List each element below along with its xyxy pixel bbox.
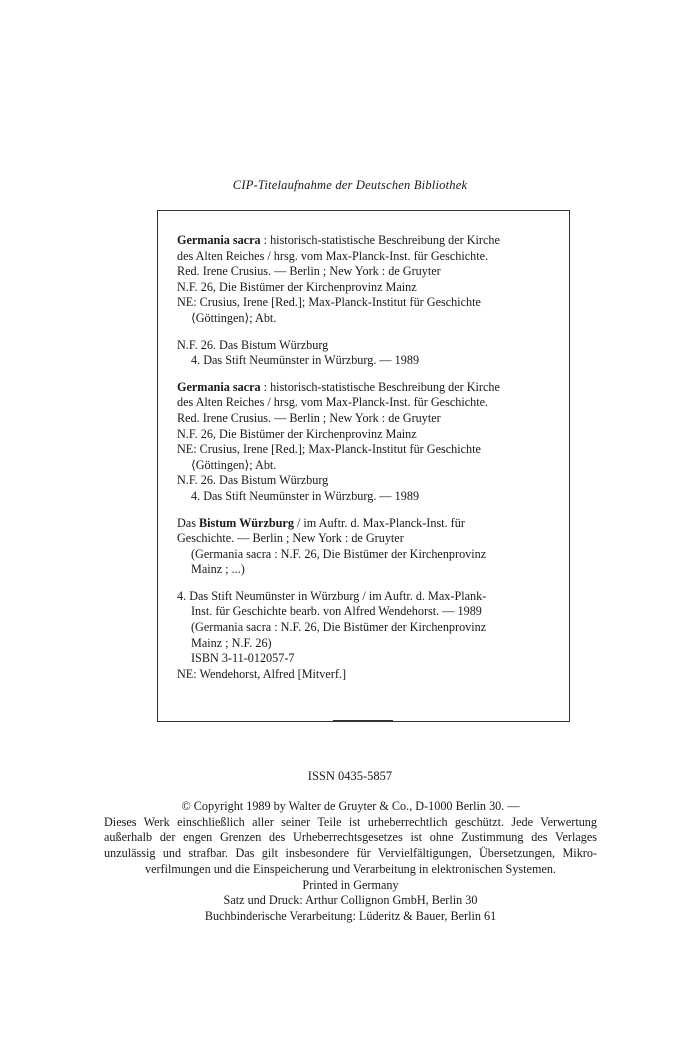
entry-pre: Das — [177, 515, 200, 530]
entry-series: N.F. 26, Die Bistümer der Kirchenprovinz Mainz — [177, 279, 417, 294]
cip-entry-1 — [177, 233, 553, 327]
entry-line: des Alten Reiches / hrsg. vom Max-Planck-Inst. für Geschichte. — [177, 395, 489, 410]
entry-subtitle: / im Auftr. d. Max-Planck-Inst. für — [293, 515, 465, 530]
entry-line: Geschichte. — Berlin ; New York : de Gruyter — [177, 531, 404, 546]
entry-ne-cont: ⟨Göttingen⟩; Abt. — [191, 457, 277, 472]
entry-series: N.F. 26. Das Bistum Würzburg — [177, 337, 329, 352]
entry-title-line — [177, 516, 553, 532]
cip-entry-5 — [177, 589, 553, 683]
entry-series: N.F. 26. Das Bistum Würzburg — [177, 473, 329, 488]
entry-series-cont: Mainz ; ...) — [191, 562, 245, 577]
imprint — [104, 799, 597, 925]
entry-volume: 4. Das Stift Neumünster in Würzburg. — 1989 — [191, 353, 420, 368]
box-bottom-mark — [333, 720, 393, 722]
rights-line: außerhalb der engen Grenzen des Urheberrechtsgesetzes ist ohne Zustimmung des Verlages — [104, 830, 597, 845]
printer: Satz und Druck: Arthur Collignon GmbH, Berlin 30 — [223, 893, 478, 908]
entry-series: (Germania sacra : N.F. 26, Die Bistümer der Kirchenprovinz — [191, 546, 487, 561]
entry-subtitle: : historisch-statistische Beschreibung der Kirche — [260, 379, 500, 394]
binder: Buchbinderische Verarbeitung: Lüderitz & Bauer, Berlin 61 — [204, 908, 497, 923]
issn: ISSN 0435-5857 — [307, 769, 393, 783]
entry-isbn: ISBN 3-11-012057-7 — [191, 651, 295, 666]
entry-title-line — [177, 233, 553, 249]
copyright-line: © Copyright 1989 by Walter de Gruyter & Co., D-1000 Berlin 30. — — [181, 799, 520, 813]
rights-line: Dieses Werk einschließlich aller seiner Teile ist urheberrechtlich geschützt. Jede Verwertung — [104, 814, 597, 829]
entry-line: des Alten Reiches / hrsg. vom Max-Planck-Inst. für Geschichte. — [177, 248, 489, 263]
entry-ne: NE: Crusius, Irene [Red.]; Max-Planck-Institut für Geschichte — [177, 442, 481, 457]
cip-title: CIP-Titelaufnahme der Deutschen Bibliothek — [232, 178, 468, 192]
entry-title-line — [177, 380, 553, 396]
cip-entry-3 — [177, 380, 553, 505]
entry-ne-cont: ⟨Göttingen⟩; Abt. — [191, 310, 277, 325]
entry-ne: NE: Wendehorst, Alfred [Mitverf.] — [177, 666, 347, 681]
rights-line: unzulässig und strafbar. Das gilt insbesondere für Vervielfältigungen, Übersetzungen, Mikro- — [104, 846, 597, 861]
rights-line-last: verfilmungen und die Einspeicherung und Verarbeitung in elektronischen Systemen. — [145, 861, 556, 876]
cip-record-text — [177, 233, 553, 682]
entry-series: N.F. 26, Die Bistümer der Kirchenprovinz Mainz — [177, 426, 417, 441]
entry-ne: NE: Crusius, Irene [Red.]; Max-Planck-Institut für Geschichte — [177, 295, 481, 310]
cip-entry-4 — [177, 516, 553, 578]
entry-series-cont: Mainz ; N.F. 26) — [191, 635, 272, 650]
cip-record-box — [157, 210, 570, 722]
entry-volume: 4. Das Stift Neumünster in Würzburg. — 1989 — [191, 488, 420, 503]
printed-in: Printed in Germany — [302, 877, 399, 892]
entry-series: (Germania sacra : N.F. 26, Die Bistümer der Kirchenprovinz — [191, 620, 487, 635]
entry-line: Red. Irene Crusius. — Berlin ; New York : de Gruyter — [177, 410, 441, 425]
cip-entry-2 — [177, 338, 553, 369]
entry-line: Red. Irene Crusius. — Berlin ; New York : de Gruyter — [177, 264, 441, 279]
entry-title: Germania sacra — [177, 379, 261, 394]
entry-line: Inst. für Geschichte bearb. von Alfred Wendehorst. — 1989 — [191, 604, 482, 619]
entry-subtitle: : historisch-statistische Beschreibung der Kirche — [260, 233, 500, 247]
entry-title: Germania sacra — [177, 233, 261, 247]
entry-title-line: 4. Das Stift Neumünster in Würzburg / im Auftr. d. Max-Plank- — [177, 588, 487, 603]
entry-title: Bistum Würzburg — [199, 515, 294, 530]
